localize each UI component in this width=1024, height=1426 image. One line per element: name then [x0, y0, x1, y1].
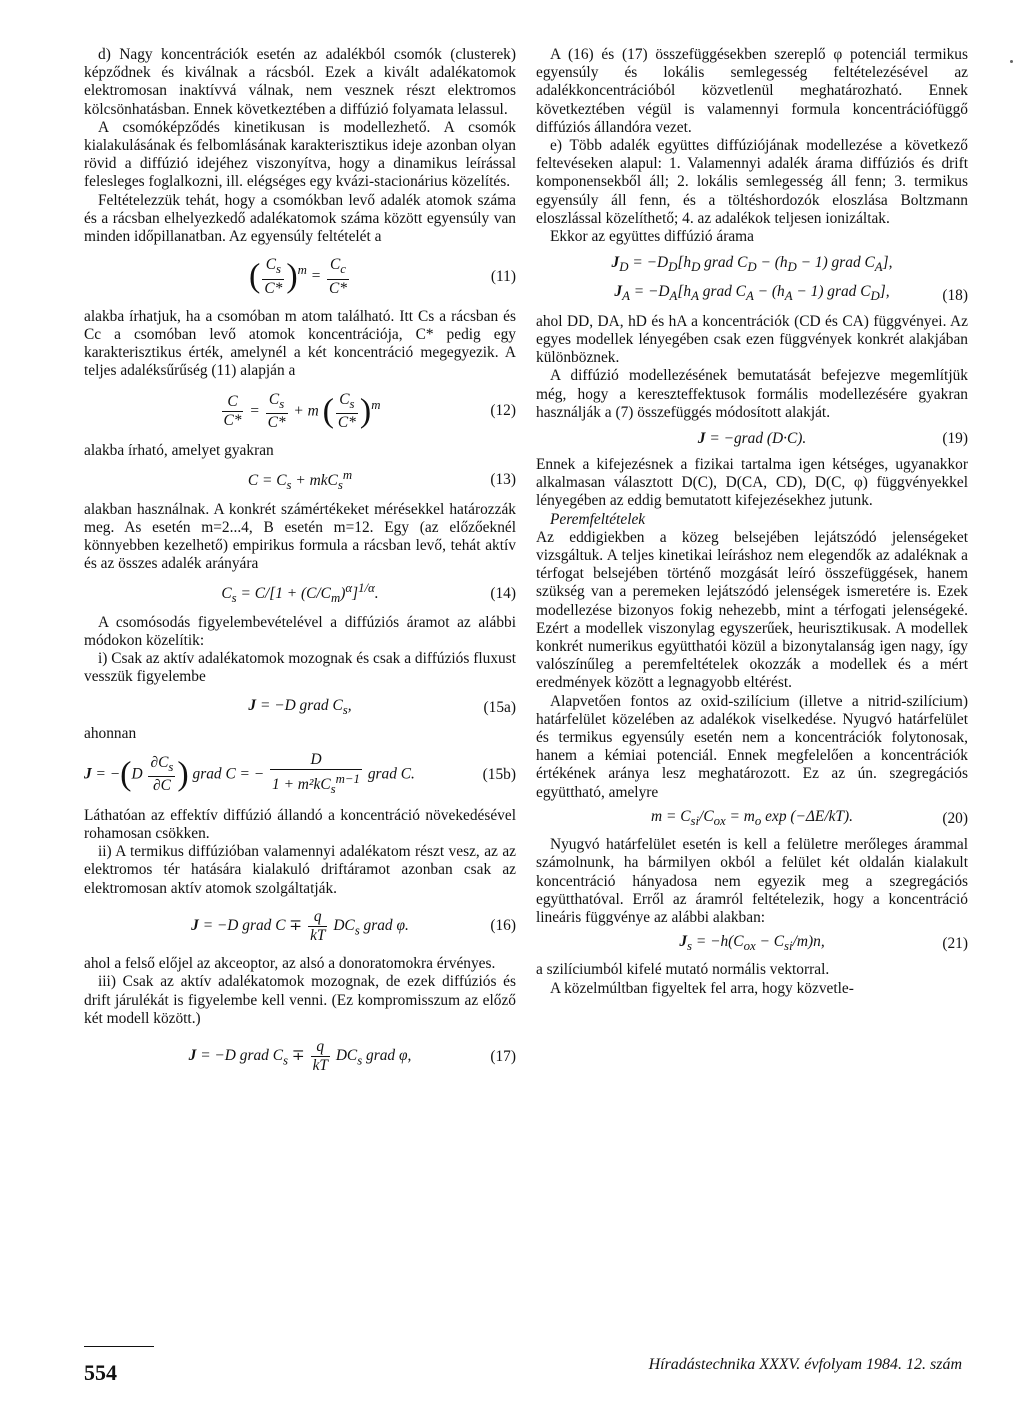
equation-number: (16) — [490, 917, 516, 935]
equation-14: $C_s = C/[1 + (C/C_m)^\alpha]^{1/\alpha}$. (14) — [221, 581, 516, 606]
equation-12: $\frac{C}{C*}$ = $\frac{C_s}{C*}$ + m ( $\frac{C_s}{C*}$ )$^m$ (12) — [223, 390, 516, 431]
paragraph: ahol a felső előjel az akceoptor, az alsó a donoratomokra érvényes. — [84, 955, 496, 973]
paragraph: alakban használnak. A konkrét számértékeket mérésekkel határozzák meg. As esetén m=2...4, B esetén m=12. Egy (az előzőeknél könnyebben kezelhető) empirikus formula a rácsban levő, tehát aktív és az összes adalék arányára — [84, 500, 516, 573]
paragraph: alakba írható, amelyet gyakran — [84, 442, 274, 460]
paragraph: A közelmúltban figyeltek fel arra, hogy közvetle- — [550, 979, 854, 997]
paragraph: ii) A termikus diffúzióban valamennyi adalékatom részt vesz, az az elektromos tér hatására kialakuló driftáramot azonban csak az elektromosan aktív atomok szolgáltatják. — [84, 843, 516, 897]
paragraph: Nyugvó határfelület esetén is kell a felületre merőleges árammal számolnunk, ha bármilyen okból a felület két oldalán kialakult koncentráció hányadosa nem egyezik meg a szegregációs együtthatóval. Erről az áramról feltételezik, hogy a koncentráció lineáris függvénye az alábbi alakban: — [536, 836, 968, 926]
equation-number: (15b) — [482, 765, 516, 783]
equation-number: (15a) — [483, 698, 516, 716]
paragraph: Az eddigiekben a közeg belsejében lejátszódó jelenségeket vizsgáltuk. A teljes kinetikai leíráshoz nem elegendők az adaléknak a térfogat belsejében történő mozgását leíró összefüggések, hanem szükség van a peremeken lejátszódó jelenségek ismeretére is. Ezek modellezése bizonyos fokig nehezebb, mint a térfogati jelenségeké. Ezért a modellek viszonylag egyszerűek, heurisztikusak. A modellek konkrét numerikus együtthatói közül a bizonytalanság igen nagy, így valószínűleg a peremfeltételek okozzák a modellek és a mért eredmények között a legnagyobb eltérést. — [536, 528, 968, 692]
left-column — [84, 46, 516, 1085]
equation-19: J = −grad (D·C). (19) — [697, 429, 968, 447]
paragraph: a szilíciumból kifelé mutató normális vektorral. — [536, 961, 830, 979]
equation-15a: J = −D grad $C_s$, (15a) — [248, 696, 516, 717]
equation-number: (18) — [942, 286, 968, 304]
equation-number: (19) — [942, 429, 968, 447]
paragraph: ahonnan — [84, 724, 137, 742]
equation-number: (17) — [490, 1047, 516, 1065]
equation-number: (14) — [490, 584, 516, 602]
paragraph: i) Csak az aktív adalékatomok mozognak és csak a diffúziós fluxust vesszük figyelembe — [84, 650, 516, 686]
paragraph: e) Több adalék együttes diffúziójának modellezése a következő feltevéseken alapul: 1. Valamennyi adalék árama diffúziós és drift komponensekből áll; 2. lokális semlegesség áll fenn; 3. termikus egyensúly áll fenn, és a töltéshordozók eloszlása Boltzmann eloszlással közelíthető; 4. az adalékok teljesen ionizáltak. — [536, 137, 968, 227]
equation-18: $J_D = -D_D[h_D$ grad $C_D - (h_D - 1)$ grad $C_A$], $J_A = -D_A[h_A$ grad $C_A - (h_A - 1)$ grad $C_D$], (18) — [611, 254, 968, 304]
equation-20: $m = C_{si}/C_{ox} = m_o$ exp (−ΔE/kT). (20) — [651, 807, 968, 828]
paragraph: Ekkor az együttes diffúzió árama — [550, 228, 754, 246]
equation-13: $C = C_s + mkC_s^m$ (13) — [247, 468, 516, 493]
equation-number: (20) — [942, 809, 968, 827]
paragraph: Ennek a kifejezésnek a fizikai tartalma igen kétséges, ugyanakkor alkalmasan választott D(C), D(CA, CD), D(C, φ) függvényekkel lényegében az eddig bemutatott kifejezésekhez jutunk. — [536, 456, 968, 510]
equation-15b: J = −(D $\frac{\partial C_s}{\partial C}$ ) grad C = − $\frac{D}{1 + m^2kC_s^{m-1}}$ grad C. (15b) — [84, 751, 516, 797]
equation-number: (21) — [942, 935, 968, 953]
equation-number: (13) — [490, 471, 516, 489]
paragraph: A diffúzió modellezésének bemutatását befejezve megemlítjük még, hogy a kereszteffektusok formális modellezésére gyakran használják a (7) összefüggés módosított alakját. — [536, 367, 968, 421]
paragraph: alakba írhatjuk, ha a csomóban m atom található. Itt Cs a rácsban és Cc a csomóban levő atomok koncentrációja, C* pedig egy karakterisztikus érték, amelynél a két koncentráció megegyezik. A teljes adaléksűrűség (11) alapján a — [84, 307, 516, 380]
scan-artifact — [1010, 60, 1013, 63]
journal-footer: Híradástechnika XXXV. évfolyam 1984. 12. szám — [648, 1356, 962, 1373]
paragraph: A csomósodás figyelembevételével a diffúziós áramot az alábbi módokon közelítik: — [84, 613, 516, 650]
right-column — [536, 46, 968, 998]
equation-number: (12) — [490, 402, 516, 420]
equation-number: (11) — [490, 267, 516, 285]
paragraph: Feltételezzük tehát, hogy a csomókban levő adalék atomok száma és a rácsban elhelyezkedő adalékatomok száma között egyensúly van minden időpillanatban. Az egyensúly feltételét a — [84, 191, 516, 246]
equation-17: J = −D grad $C_s$ ∓ $\frac{q}{kT}$ $DC_s$ grad φ, (17) — [188, 1037, 516, 1075]
paragraph: iii) Csak az aktív adalékatomok mozognak, de ezek diffúziós és drift járulékát is figyelembe kell venni. (Ez kompromisszum az előző két modell között.) — [84, 973, 516, 1027]
page-number: 554 — [84, 1360, 117, 1385]
paragraph: A csomóképződés kinetikusan is modellezhető. A csomók kialakulásának és felbomlásának karakterisztikus ideje azonban olyan rövid a diffúzió idejéhez viszonyítva, hogy a dinamikus leírással felesleges foglalkozni, ill. elégséges egy kvázi-stacionárius közelítés. — [84, 118, 516, 191]
paragraph: Alapvetően fontos az oxid-szilícium (illetve a nitrid-szilícium) határfelület közelében az adalékok viselkedése. Nyugvó határfelület és termikus egyensúly esetén nem a koncentrációk folytonosak, hanem a kémiai potenciál. Ennek megfelelően a koncentrációk értékének aránya lesz meghatározott. Ez az ún. szegregációs együttható, amelyre — [536, 692, 968, 801]
paragraph: d) Nagy koncentrációk esetén az adalékból csomók (clusterek) képződnek és kiválnak a rácsból. Ezek a kivált adalékatomok elektromosan inaktívvá válnak, nem vesznek részt elektromos kölcsönhatásban. Ennek következtében a diffúzió folyamata lelassul. — [84, 46, 516, 118]
equation-16: J = −D grad C ∓ $\frac{q}{kT}$ $DC_s$ grad φ. (16) — [191, 907, 516, 944]
paragraph: ahol DD, DA, hD és hA a koncentrációk (CD és CA) függvényei. Az egyes modellek lényegében csak ezen függvények konkrét alakjában különböznek. — [536, 312, 968, 367]
section-heading: Peremfeltételek — [550, 510, 646, 528]
paragraph: Láthatóan az effektív diffúzió állandó a koncentráció növekedésével rohamosan csökken. — [84, 806, 516, 842]
equation-11: ( $\frac{C_s}{C*}$ )$^m$ = $\frac{C_c}{C*}$ (11) — [249, 256, 516, 297]
equation-21: $J_s = -h(C_{ox} - C_{si}/m)n$, (21) — [679, 933, 968, 954]
paragraph: A (16) és (17) összefüggésekben szereplő φ potenciál termikus egyensúly és lokális semlegesség feltételezésével az adalékkoncentrációból közvetlenül meghatározható. Ennek következtében végül is valamennyi formula koncentrációfüggő diffúziós állandóra vezet. — [536, 46, 968, 136]
footer-rule — [84, 1346, 154, 1347]
